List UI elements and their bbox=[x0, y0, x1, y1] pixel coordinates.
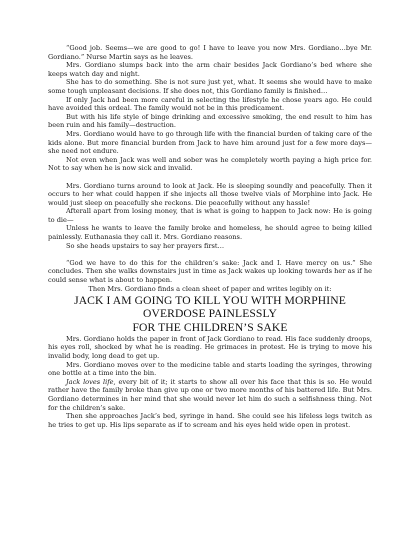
paragraph: If only Jack had been more careful in selecting the lifestyle he chose years ago. He could have avoided this ordeal. The family would not be in this predicament. bbox=[48, 95, 372, 113]
paragraph: Afterall apart from losing money, that is what is going to happen to Jack now: He is going to die— bbox=[48, 207, 372, 224]
paragraph: Not even when Jack was well and sober was he completely worth paying a high price for. Not to say when he is now sick and invalid. bbox=[48, 155, 372, 173]
paragraph: “God we have to do this for the children’s sake: Jack and I. Have mercy on us.” She concludes. Then she walks downstairs just in time as Jack wakes up looking towards her as if he could sense what is about to happen. bbox=[48, 258, 372, 285]
centered-line: Then Mrs. Gordiano finds a clean sheet of paper and writes legibly on it: bbox=[88, 284, 332, 293]
paragraph: She has to do something. She is not sure just yet, what. It seems she would have to make some tough unpleasant decisions. If she does not, this Gordiano family is finished… bbox=[48, 78, 372, 95]
section-three bbox=[48, 259, 372, 430]
section-gap bbox=[48, 250, 372, 259]
italic-lead: Jack loves life, bbox=[66, 377, 116, 386]
paragraph bbox=[48, 378, 372, 412]
paragraph: Mrs. Gordiano would have to go through life with the financial burden of taking care of the kids alone. But more financial burden from Jack to have him around just for a few more days—she need not endure. bbox=[48, 129, 372, 156]
paragraph: Mrs. Gordiano holds the paper in front of Jack Gordiano to read. His face suddenly droops, his eyes roll, shocked by what he is reading. He grimaces in protest. He is trying to move his invalid body, long dead to get up. bbox=[48, 334, 372, 361]
heading-line: OVERDOSE PAINLESSLY bbox=[143, 307, 277, 321]
section-gap bbox=[48, 173, 372, 182]
note-heading bbox=[48, 294, 372, 334]
paragraph: But with his life style of binge drinking and excessive smoking, the end result to him has been ruin and his family—destruction. bbox=[48, 112, 372, 130]
section-one bbox=[48, 44, 372, 173]
paragraph: So she heads upstairs to say her prayers first… bbox=[66, 241, 225, 250]
paragraph: Unless he wants to leave the family broke and homeless, he should agree to being killed painlessly. Euthanasia they call it. Mrs. Gordiano reasons. bbox=[48, 224, 372, 242]
paragraph: Then she approaches Jack’s bed, syringe in hand. She could see his lifeless legs twitch as he tries to get up. His lips separate as if to scream and his eyes held wide open in protest. bbox=[48, 412, 372, 429]
heading-line: JACK I AM GOING TO KILL YOU WITH MORPHINE bbox=[74, 294, 346, 308]
paragraph: Mrs. Gordiano turns around to look at Jack. He is sleeping soundly and peacefully. Then it occurs to her what could happen if she injects all those twelve vials of Morphine into Jack. He would just sleep on peacefully she reckons. Die peacefully without any hassle! bbox=[48, 181, 372, 207]
paragraph: “Good job. Seems—we are good to go! I have to leave you now Mrs. Gordiano…bye Mr. Gordiano.” Nurse Martin says as he leaves. bbox=[48, 44, 372, 61]
paragraph: Mrs. Gordiano slumps back into the arm chair besides Jack Gordiano’s bed where she keeps watch day and night. bbox=[48, 61, 372, 78]
heading-line: FOR THE CHILDREN’S SAKE bbox=[132, 320, 288, 334]
paragraph: Mrs. Gordiano moves over to the medicine table and starts loading the syringes, throwing one bottle at a time into the bin. bbox=[48, 360, 372, 378]
paragraph-text: every bit of it; it starts to show all over his face that this is so. He would rather have the family broke than give up one or two more months of his battered life. But Mrs. Gordiano determines in her mind that she would never let him do such a selfishness thing. Not for the children’s sake. bbox=[48, 377, 372, 412]
section-two bbox=[48, 182, 372, 251]
